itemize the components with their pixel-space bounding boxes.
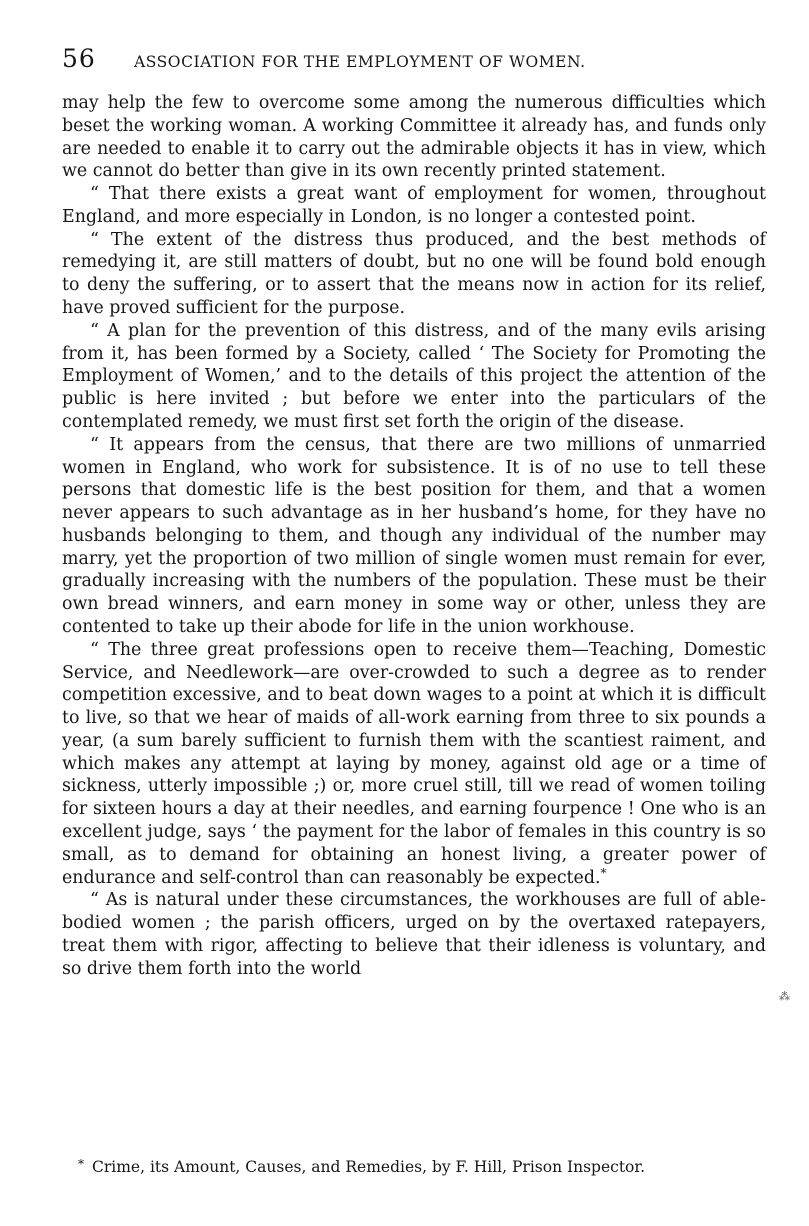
paragraph: “ As is natural under these circumstances, the workhouses are full of able-bodied women ; the parish officers, urged on by the overtaxed ratepayers, treat them with rigor, affecting to believe that their idleness is voluntary, and so drive them forth into the world xyxy=(62,890,766,979)
footnote xyxy=(78,1157,778,1176)
running-title: ASSOCIATION FOR THE EMPLOYMENT OF WOMEN. xyxy=(134,53,586,71)
paragraph: may help the few to overcome some among the numerous difficulties which beset the working woman. A working Committee it already has, and funds only are needed to enable it to carry out the admirable objects it has in view, which we cannot do better than give in its own recently printed statement. xyxy=(62,93,766,182)
body-text xyxy=(62,92,766,980)
footnote-reference: * xyxy=(600,865,607,880)
footnote-text: Crime, its Amount, Causes, and Remedies, by F. Hill, Prison Inspector. xyxy=(92,1158,646,1176)
paragraph-text: “ The three great professions open to receive them—Teaching, Domestic Service, and Needlework—are over-crowded to such a degree as to render competition excessive, and to beat down wages to a point at which it is difficult to live, so that we hear of maids of all-work earning from three to six pounds a year, (a sum barely sufficient to furnish them with the scantiest raiment, and which makes any attempt at laying by money, against old age or a time of sickness, utterly impossible ;) or, more cruel still, till we read of women toiling for sixteen hours a day at their needles, and earning fourpence ! One who is an excellent judge, says ‘ the payment for the labor of females in this country is so small, as to demand for obtaining an honest living, a greater power of endurance and self-control than can reasonably be expected. xyxy=(62,639,766,888)
page-number: 56 xyxy=(62,44,96,73)
paragraph xyxy=(62,639,766,890)
paragraph: “ A plan for the prevention of this distress, and of the many evils arising from it, has been formed by a Society, called ‘ The Society for Promoting the Employment of Women,’ and to the details of this project the attention of the public is here invited ; but before we enter into the particulars of the contemplated remedy, we must first set forth the origin of the disease. xyxy=(62,320,766,432)
paragraph: “ The extent of the distress thus produced, and the best methods of remedying it, are still matters of doubt, but no one will be found bold enough to deny the suffering, or to assert that the means now in action for its relief, have proved sufficient for the purpose. xyxy=(62,229,766,319)
paragraph: “ It appears from the census, that there are two millions of unmarried women in England, who work for subsistence. It is of no use to tell these persons that domestic life is the best position for them, and that a women never appears to such advantage as in her husband’s home, for they have no husbands belonging to them, and though any individual of the number may marry, yet the proportion of two million of single women must remain for ever, gradually increasing with the numbers of the population. These must be their own bread winners, and earn money in some way or other, unless they are contented to take up their abode for life in the union workhouse. xyxy=(62,434,766,637)
footnote-marker: * xyxy=(78,1157,84,1171)
margin-ornament: ⁂ xyxy=(779,990,790,1003)
paragraph: “ That there exists a great want of employment for women, throughout England, and more especially in London, is no longer a contested point. xyxy=(62,184,766,227)
running-header xyxy=(62,44,782,78)
